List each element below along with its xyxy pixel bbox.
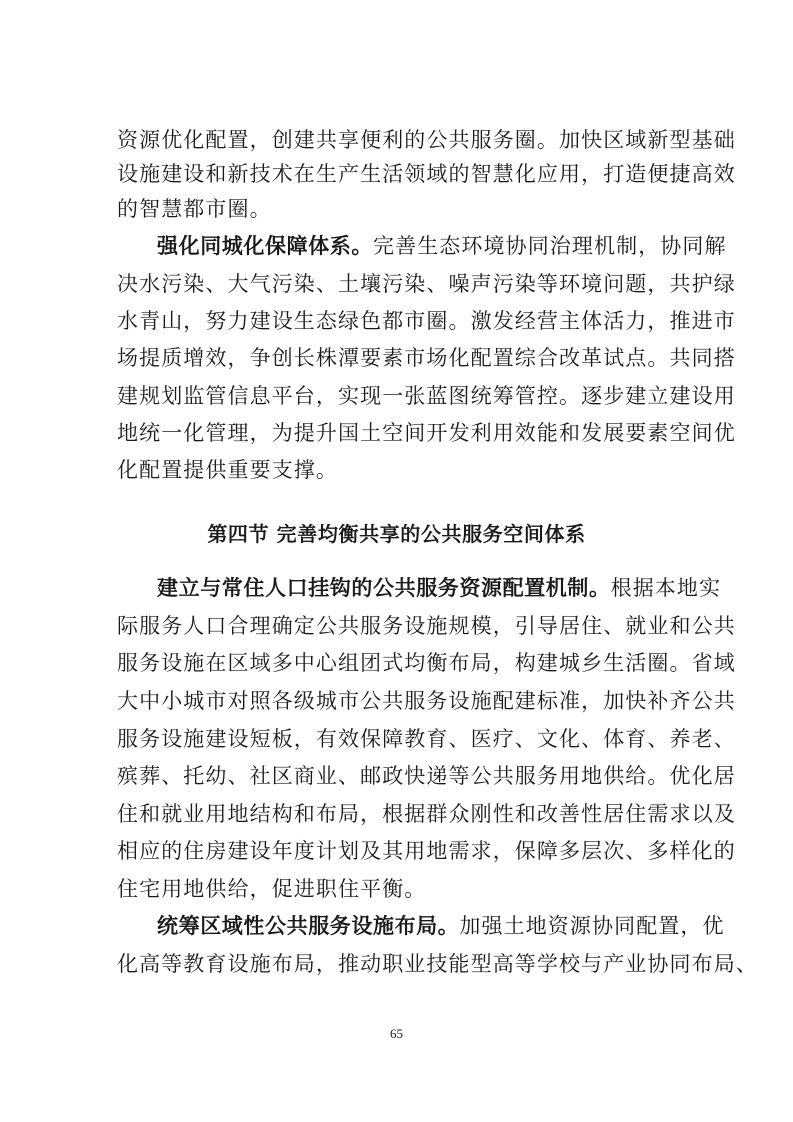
paragraph-line: 的智慧都市圈。 (117, 197, 272, 221)
paragraph-line: 服务设施在区域多中心组团式均衡布局，构建城乡生活圈。省域 (117, 651, 736, 675)
section-heading: 第四节 完善均衡共享的公共服务空间体系 (207, 522, 586, 546)
paragraph-line: 水青山，努力建设生态绿色都市圈。激发经营主体活力，推进市 (117, 309, 736, 333)
paragraph-lead: 建立与常住人口挂钩的公共服务资源配置机制。 (157, 576, 611, 600)
paragraph-line: 殡葬、托幼、社区商业、邮政快递等公共服务用地供给。优化居 (117, 764, 736, 788)
paragraph-line: 资源优化配置，创建共享便利的公共服务圈。加快区域新型基础 (117, 128, 736, 152)
page-number: 65 (390, 1026, 403, 1041)
paragraph-line: 际服务人口合理确定公共服务设施规模，引导居住、就业和公共 (117, 614, 736, 638)
paragraph-lead: 统筹区域性公共服务设施布局。 (157, 914, 460, 938)
paragraph-line: 场提质增效，争创长株潭要素市场化配置综合改革试点。共同搭 (117, 346, 736, 370)
paragraph-line: 住和就业用地结构和布局，根据群众刚性和改善性居住需求以及 (117, 802, 736, 826)
paragraph-line: 相应的住房建设年度计划及其用地需求，保障多层次、多样化的 (117, 839, 736, 863)
paragraph-line: 大中小城市对照各级城市公共服务设施配建标准，加快补齐公共 (117, 689, 736, 713)
paragraph-line: 地统一化管理，为提升国土空间开发利用效能和发展要素空间优 (117, 421, 736, 445)
paragraph-line: 住宅用地供给，促进职住平衡。 (117, 877, 427, 901)
paragraph-line: 建立与常住人口挂钩的公共服务资源配置机制。根据本地实 (157, 576, 722, 600)
paragraph-line: 建规划监管信息平台，实现一张蓝图统筹管控。逐步建立建设用 (117, 384, 736, 408)
paragraph-line: 统筹区域性公共服务设施布局。加强土地资源协同配置，优 (157, 914, 725, 938)
paragraph-line: 化配置提供重要支撑。 (117, 458, 338, 482)
paragraph-line: 服务设施建设短板，有效保障教育、医疗、文化、体育、养老、 (117, 727, 736, 751)
paragraph-lead: 强化同城化保障体系。 (157, 234, 373, 258)
paragraph-line: 强化同城化保障体系。完善生态环境协同治理机制，协同解 (157, 234, 727, 258)
paragraph-line: 化高等教育设施布局，推动职业技能型高等学校与产业协同布局、 (117, 952, 758, 976)
paragraph-line: 设施建设和新技术在生产生活领域的智慧化应用，打造便捷高效 (117, 162, 736, 186)
paragraph-line: 决水污染、大气污染、土壤污染、噪声污染等环境问题，共护绿 (117, 272, 736, 296)
